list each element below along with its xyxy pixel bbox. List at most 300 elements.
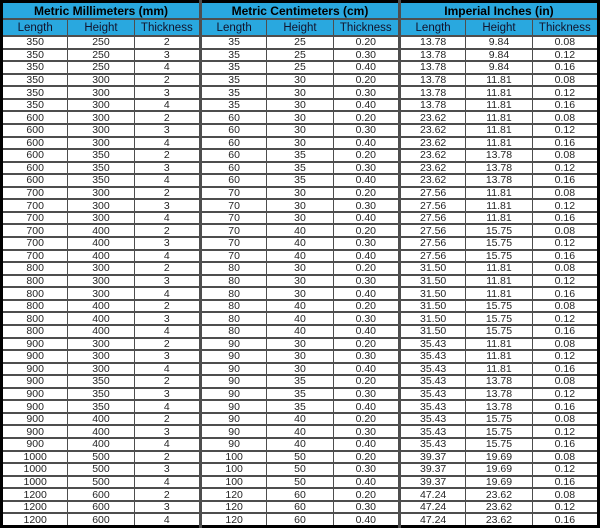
table-cell: 11.81 <box>466 199 532 212</box>
table-cell: 0.20 <box>333 187 399 200</box>
table-cell: 19.69 <box>466 451 532 464</box>
table-cell: 2 <box>134 224 200 237</box>
table-cell: 3 <box>134 162 200 175</box>
table-cell: 0.20 <box>333 375 399 388</box>
table-cell: 900 <box>2 350 68 363</box>
table-cell: 120 <box>200 501 266 514</box>
table-cell: 120 <box>200 488 266 501</box>
table-cell: 0.30 <box>333 501 399 514</box>
table-cell: 600 <box>2 149 68 162</box>
table-cell: 0.16 <box>532 287 598 300</box>
table-cell: 30 <box>267 363 333 376</box>
table-cell: 350 <box>2 49 68 62</box>
table-cell: 35 <box>267 174 333 187</box>
table-row <box>2 325 599 338</box>
table-cell: 700 <box>2 212 68 225</box>
table-cell: 60 <box>267 513 333 526</box>
table-row <box>2 99 599 112</box>
table-row <box>2 36 599 49</box>
table-cell: 27.56 <box>399 212 465 225</box>
table-cell: 0.30 <box>333 425 399 438</box>
table-cell: 35 <box>267 388 333 401</box>
table-cell: 2 <box>134 111 200 124</box>
table-cell: 0.40 <box>333 99 399 112</box>
table-cell: 120 <box>200 513 266 526</box>
table-row <box>2 199 599 212</box>
table-row <box>2 425 599 438</box>
table-cell: 0.16 <box>532 476 598 489</box>
table-cell: 4 <box>134 438 200 451</box>
table-cell: 70 <box>200 237 266 250</box>
table-cell: 30 <box>267 187 333 200</box>
table-body <box>2 36 599 527</box>
table-cell: 80 <box>200 262 266 275</box>
table-cell: 15.75 <box>466 224 532 237</box>
table-cell: 0.30 <box>333 312 399 325</box>
table-cell: 11.81 <box>466 350 532 363</box>
table-cell: 13.78 <box>466 388 532 401</box>
table-cell: 900 <box>2 363 68 376</box>
table-cell: 35 <box>267 375 333 388</box>
table-cell: 15.75 <box>466 300 532 313</box>
table-cell: 13.78 <box>399 36 465 49</box>
table-cell: 1200 <box>2 501 68 514</box>
table-cell: 700 <box>2 237 68 250</box>
table-cell: 2 <box>134 488 200 501</box>
table-cell: 0.08 <box>532 36 598 49</box>
table-row <box>2 375 599 388</box>
table-cell: 0.20 <box>333 488 399 501</box>
table-cell: 3 <box>134 49 200 62</box>
table-row <box>2 61 599 74</box>
table-cell: 35 <box>200 74 266 87</box>
table-cell: 3 <box>134 388 200 401</box>
table-cell: 600 <box>2 137 68 150</box>
table-cell: 15.75 <box>466 438 532 451</box>
column-header-mm-length: Length <box>2 19 68 36</box>
table-cell: 40 <box>267 250 333 263</box>
table-cell: 0.40 <box>333 250 399 263</box>
table-cell: 0.08 <box>532 375 598 388</box>
table-cell: 0.30 <box>333 124 399 137</box>
table-cell: 35 <box>267 162 333 175</box>
table-cell: 35.43 <box>399 350 465 363</box>
table-cell: 300 <box>68 212 134 225</box>
table-cell: 30 <box>267 99 333 112</box>
table-cell: 30 <box>267 262 333 275</box>
table-cell: 600 <box>2 162 68 175</box>
table-cell: 0.40 <box>333 212 399 225</box>
table-cell: 0.08 <box>532 149 598 162</box>
table-cell: 23.62 <box>466 501 532 514</box>
table-cell: 0.40 <box>333 438 399 451</box>
table-cell: 30 <box>267 350 333 363</box>
table-cell: 27.56 <box>399 199 465 212</box>
table-cell: 300 <box>68 74 134 87</box>
table-cell: 700 <box>2 187 68 200</box>
table-row <box>2 388 599 401</box>
table-cell: 4 <box>134 363 200 376</box>
table-cell: 40 <box>267 425 333 438</box>
table-cell: 40 <box>267 413 333 426</box>
table-cell: 13.78 <box>399 99 465 112</box>
table-cell: 2 <box>134 300 200 313</box>
table-cell: 0.12 <box>532 275 598 288</box>
table-cell: 0.12 <box>532 124 598 137</box>
table-cell: 2 <box>134 375 200 388</box>
table-cell: 0.20 <box>333 300 399 313</box>
table-cell: 15.75 <box>466 325 532 338</box>
table-cell: 50 <box>267 476 333 489</box>
table-cell: 60 <box>267 501 333 514</box>
column-header-in-length: Length <box>399 19 465 36</box>
table-cell: 0.20 <box>333 224 399 237</box>
table-cell: 0.20 <box>333 36 399 49</box>
table-cell: 40 <box>267 438 333 451</box>
table-cell: 350 <box>2 61 68 74</box>
table-cell: 300 <box>68 338 134 351</box>
table-cell: 700 <box>2 250 68 263</box>
table-cell: 23.62 <box>466 513 532 526</box>
table-cell: 250 <box>68 61 134 74</box>
table-cell: 30 <box>267 86 333 99</box>
table-cell: 0.40 <box>333 325 399 338</box>
table-cell: 40 <box>267 312 333 325</box>
table-cell: 35.43 <box>399 413 465 426</box>
table-row <box>2 363 599 376</box>
table-cell: 40 <box>267 325 333 338</box>
table-cell: 350 <box>68 174 134 187</box>
table-cell: 0.20 <box>333 262 399 275</box>
table-cell: 0.12 <box>532 463 598 476</box>
table-cell: 900 <box>2 375 68 388</box>
table-cell: 35.43 <box>399 388 465 401</box>
table-cell: 4 <box>134 99 200 112</box>
table-cell: 0.20 <box>333 149 399 162</box>
table-cell: 90 <box>200 338 266 351</box>
table-cell: 800 <box>2 300 68 313</box>
table-cell: 23.62 <box>399 124 465 137</box>
table-cell: 30 <box>267 137 333 150</box>
table-cell: 3 <box>134 350 200 363</box>
table-cell: 30 <box>267 212 333 225</box>
table-cell: 2 <box>134 149 200 162</box>
table-cell: 90 <box>200 438 266 451</box>
table-cell: 800 <box>2 312 68 325</box>
table-cell: 11.81 <box>466 86 532 99</box>
table-row <box>2 149 599 162</box>
table-cell: 3 <box>134 312 200 325</box>
table-cell: 0.30 <box>333 199 399 212</box>
table-cell: 0.20 <box>333 111 399 124</box>
table-cell: 300 <box>68 262 134 275</box>
table-cell: 30 <box>267 275 333 288</box>
column-header-cm-thickness: Thickness <box>333 19 399 36</box>
table-cell: 300 <box>68 287 134 300</box>
table-cell: 23.62 <box>466 488 532 501</box>
table-cell: 4 <box>134 250 200 263</box>
table-cell: 13.78 <box>399 61 465 74</box>
table-cell: 90 <box>200 363 266 376</box>
table-cell: 25 <box>267 49 333 62</box>
table-cell: 4 <box>134 287 200 300</box>
table-cell: 300 <box>68 187 134 200</box>
table-cell: 0.12 <box>532 86 598 99</box>
table-cell: 1200 <box>2 488 68 501</box>
table-cell: 11.81 <box>466 99 532 112</box>
table-cell: 60 <box>200 149 266 162</box>
table-cell: 2 <box>134 262 200 275</box>
table-cell: 35 <box>200 86 266 99</box>
table-cell: 3 <box>134 124 200 137</box>
table-cell: 31.50 <box>399 262 465 275</box>
table-cell: 0.16 <box>532 363 598 376</box>
table-cell: 0.08 <box>532 413 598 426</box>
table-cell: 0.30 <box>333 49 399 62</box>
table-cell: 30 <box>267 199 333 212</box>
section-title-metric-cm: Metric Centimeters (cm) <box>200 2 399 20</box>
table-cell: 0.16 <box>532 212 598 225</box>
table-row <box>2 111 599 124</box>
table-cell: 3 <box>134 425 200 438</box>
table-cell: 0.12 <box>532 162 598 175</box>
table-cell: 800 <box>2 325 68 338</box>
table-row <box>2 86 599 99</box>
table-cell: 30 <box>267 124 333 137</box>
table-cell: 35.43 <box>399 400 465 413</box>
table-cell: 0.16 <box>532 438 598 451</box>
table-row <box>2 262 599 275</box>
table-cell: 300 <box>68 363 134 376</box>
table-row <box>2 451 599 464</box>
table-cell: 11.81 <box>466 137 532 150</box>
table-cell: 70 <box>200 224 266 237</box>
table-cell: 90 <box>200 350 266 363</box>
table-cell: 2 <box>134 187 200 200</box>
table-cell: 23.62 <box>399 174 465 187</box>
table-row <box>2 212 599 225</box>
table-cell: 35.43 <box>399 375 465 388</box>
table-cell: 0.30 <box>333 350 399 363</box>
column-header-mm-thickness: Thickness <box>134 19 200 36</box>
table-cell: 350 <box>2 86 68 99</box>
table-row <box>2 137 599 150</box>
table-cell: 47.24 <box>399 488 465 501</box>
table-cell: 0.08 <box>532 300 598 313</box>
table-cell: 2 <box>134 36 200 49</box>
table-cell: 600 <box>68 488 134 501</box>
table-cell: 50 <box>267 463 333 476</box>
table-cell: 1000 <box>2 463 68 476</box>
table-cell: 4 <box>134 174 200 187</box>
table-cell: 35 <box>200 49 266 62</box>
table-cell: 4 <box>134 325 200 338</box>
table-cell: 0.16 <box>532 174 598 187</box>
table-cell: 35 <box>267 149 333 162</box>
table-cell: 250 <box>68 49 134 62</box>
table-cell: 2 <box>134 338 200 351</box>
table-cell: 13.78 <box>399 86 465 99</box>
table-cell: 80 <box>200 287 266 300</box>
table-cell: 0.30 <box>333 162 399 175</box>
table-cell: 60 <box>200 137 266 150</box>
table-cell: 4 <box>134 400 200 413</box>
table-cell: 0.12 <box>532 501 598 514</box>
table-cell: 600 <box>2 124 68 137</box>
column-header-cm-length: Length <box>200 19 266 36</box>
table-cell: 80 <box>200 300 266 313</box>
table-cell: 19.69 <box>466 476 532 489</box>
table-cell: 90 <box>200 400 266 413</box>
table-cell: 47.24 <box>399 513 465 526</box>
table-row <box>2 124 599 137</box>
table-cell: 70 <box>200 212 266 225</box>
table-cell: 0.08 <box>532 224 598 237</box>
table-cell: 13.78 <box>466 375 532 388</box>
table-cell: 3 <box>134 275 200 288</box>
table-cell: 0.16 <box>532 99 598 112</box>
table-cell: 350 <box>68 149 134 162</box>
column-header-row <box>2 19 599 36</box>
table-cell: 2 <box>134 74 200 87</box>
table-row <box>2 162 599 175</box>
table-cell: 23.62 <box>399 137 465 150</box>
table-cell: 30 <box>267 287 333 300</box>
table-cell: 0.20 <box>333 413 399 426</box>
table-row <box>2 400 599 413</box>
table-cell: 300 <box>68 124 134 137</box>
table-cell: 0.30 <box>333 86 399 99</box>
table-cell: 350 <box>2 36 68 49</box>
table-cell: 400 <box>68 325 134 338</box>
table-cell: 0.30 <box>333 463 399 476</box>
table-cell: 0.12 <box>532 425 598 438</box>
table-cell: 100 <box>200 451 266 464</box>
table-row <box>2 413 599 426</box>
table-row <box>2 275 599 288</box>
table-cell: 4 <box>134 513 200 526</box>
table-cell: 35.43 <box>399 338 465 351</box>
table-row <box>2 438 599 451</box>
table-cell: 70 <box>200 199 266 212</box>
table-cell: 60 <box>200 111 266 124</box>
table-cell: 350 <box>68 388 134 401</box>
table-cell: 300 <box>68 99 134 112</box>
table-row <box>2 338 599 351</box>
table-cell: 400 <box>68 224 134 237</box>
table-cell: 11.81 <box>466 124 532 137</box>
table-row <box>2 74 599 87</box>
table-cell: 0.08 <box>532 187 598 200</box>
table-cell: 0.16 <box>532 325 598 338</box>
table-row <box>2 287 599 300</box>
table-cell: 350 <box>68 162 134 175</box>
table-cell: 80 <box>200 325 266 338</box>
table-cell: 15.75 <box>466 250 532 263</box>
table-cell: 1200 <box>2 513 68 526</box>
table-cell: 27.56 <box>399 187 465 200</box>
column-header-cm-height: Height <box>267 19 333 36</box>
table-cell: 400 <box>68 250 134 263</box>
table-cell: 40 <box>267 224 333 237</box>
table-cell: 15.75 <box>466 425 532 438</box>
table-row <box>2 501 599 514</box>
table-cell: 0.12 <box>532 237 598 250</box>
table-cell: 23.62 <box>399 111 465 124</box>
table-cell: 900 <box>2 438 68 451</box>
table-cell: 80 <box>200 312 266 325</box>
table-cell: 800 <box>2 287 68 300</box>
table-cell: 15.75 <box>466 413 532 426</box>
table-cell: 100 <box>200 476 266 489</box>
table-row <box>2 513 599 526</box>
table-cell: 500 <box>68 463 134 476</box>
table-cell: 900 <box>2 425 68 438</box>
table-cell: 400 <box>68 413 134 426</box>
table-cell: 35 <box>267 400 333 413</box>
table-cell: 23.62 <box>399 162 465 175</box>
table-cell: 35.43 <box>399 438 465 451</box>
section-header-row <box>2 2 599 20</box>
table-cell: 0.20 <box>333 74 399 87</box>
table-cell: 350 <box>2 99 68 112</box>
table-cell: 90 <box>200 388 266 401</box>
table-cell: 50 <box>267 451 333 464</box>
table-cell: 31.50 <box>399 312 465 325</box>
table-cell: 25 <box>267 61 333 74</box>
table-cell: 300 <box>68 275 134 288</box>
table-cell: 2 <box>134 413 200 426</box>
table-cell: 30 <box>267 111 333 124</box>
table-row <box>2 488 599 501</box>
table-row <box>2 312 599 325</box>
section-title-imperial-in: Imperial Inches (in) <box>399 2 598 20</box>
table-cell: 90 <box>200 425 266 438</box>
table-cell: 0.12 <box>532 49 598 62</box>
table-cell: 4 <box>134 212 200 225</box>
table-cell: 27.56 <box>399 250 465 263</box>
table-cell: 300 <box>68 86 134 99</box>
table-cell: 35.43 <box>399 425 465 438</box>
table-cell: 4 <box>134 137 200 150</box>
table-cell: 13.78 <box>466 174 532 187</box>
table-cell: 9.84 <box>466 61 532 74</box>
table-row <box>2 187 599 200</box>
table-cell: 0.08 <box>532 74 598 87</box>
table-header <box>2 2 599 37</box>
table-cell: 35 <box>200 61 266 74</box>
table-cell: 80 <box>200 275 266 288</box>
table-cell: 31.50 <box>399 325 465 338</box>
table-cell: 900 <box>2 388 68 401</box>
table-cell: 600 <box>68 513 134 526</box>
column-header-in-thickness: Thickness <box>532 19 598 36</box>
table-cell: 35 <box>200 36 266 49</box>
table-cell: 600 <box>68 501 134 514</box>
table-cell: 2 <box>134 451 200 464</box>
table-cell: 30 <box>267 74 333 87</box>
table-cell: 900 <box>2 400 68 413</box>
table-row <box>2 174 599 187</box>
table-cell: 0.16 <box>532 513 598 526</box>
table-row <box>2 463 599 476</box>
table-cell: 3 <box>134 199 200 212</box>
table-cell: 900 <box>2 413 68 426</box>
table-cell: 0.30 <box>333 275 399 288</box>
table-cell: 250 <box>68 36 134 49</box>
table-cell: 35 <box>200 99 266 112</box>
table-cell: 13.78 <box>399 49 465 62</box>
